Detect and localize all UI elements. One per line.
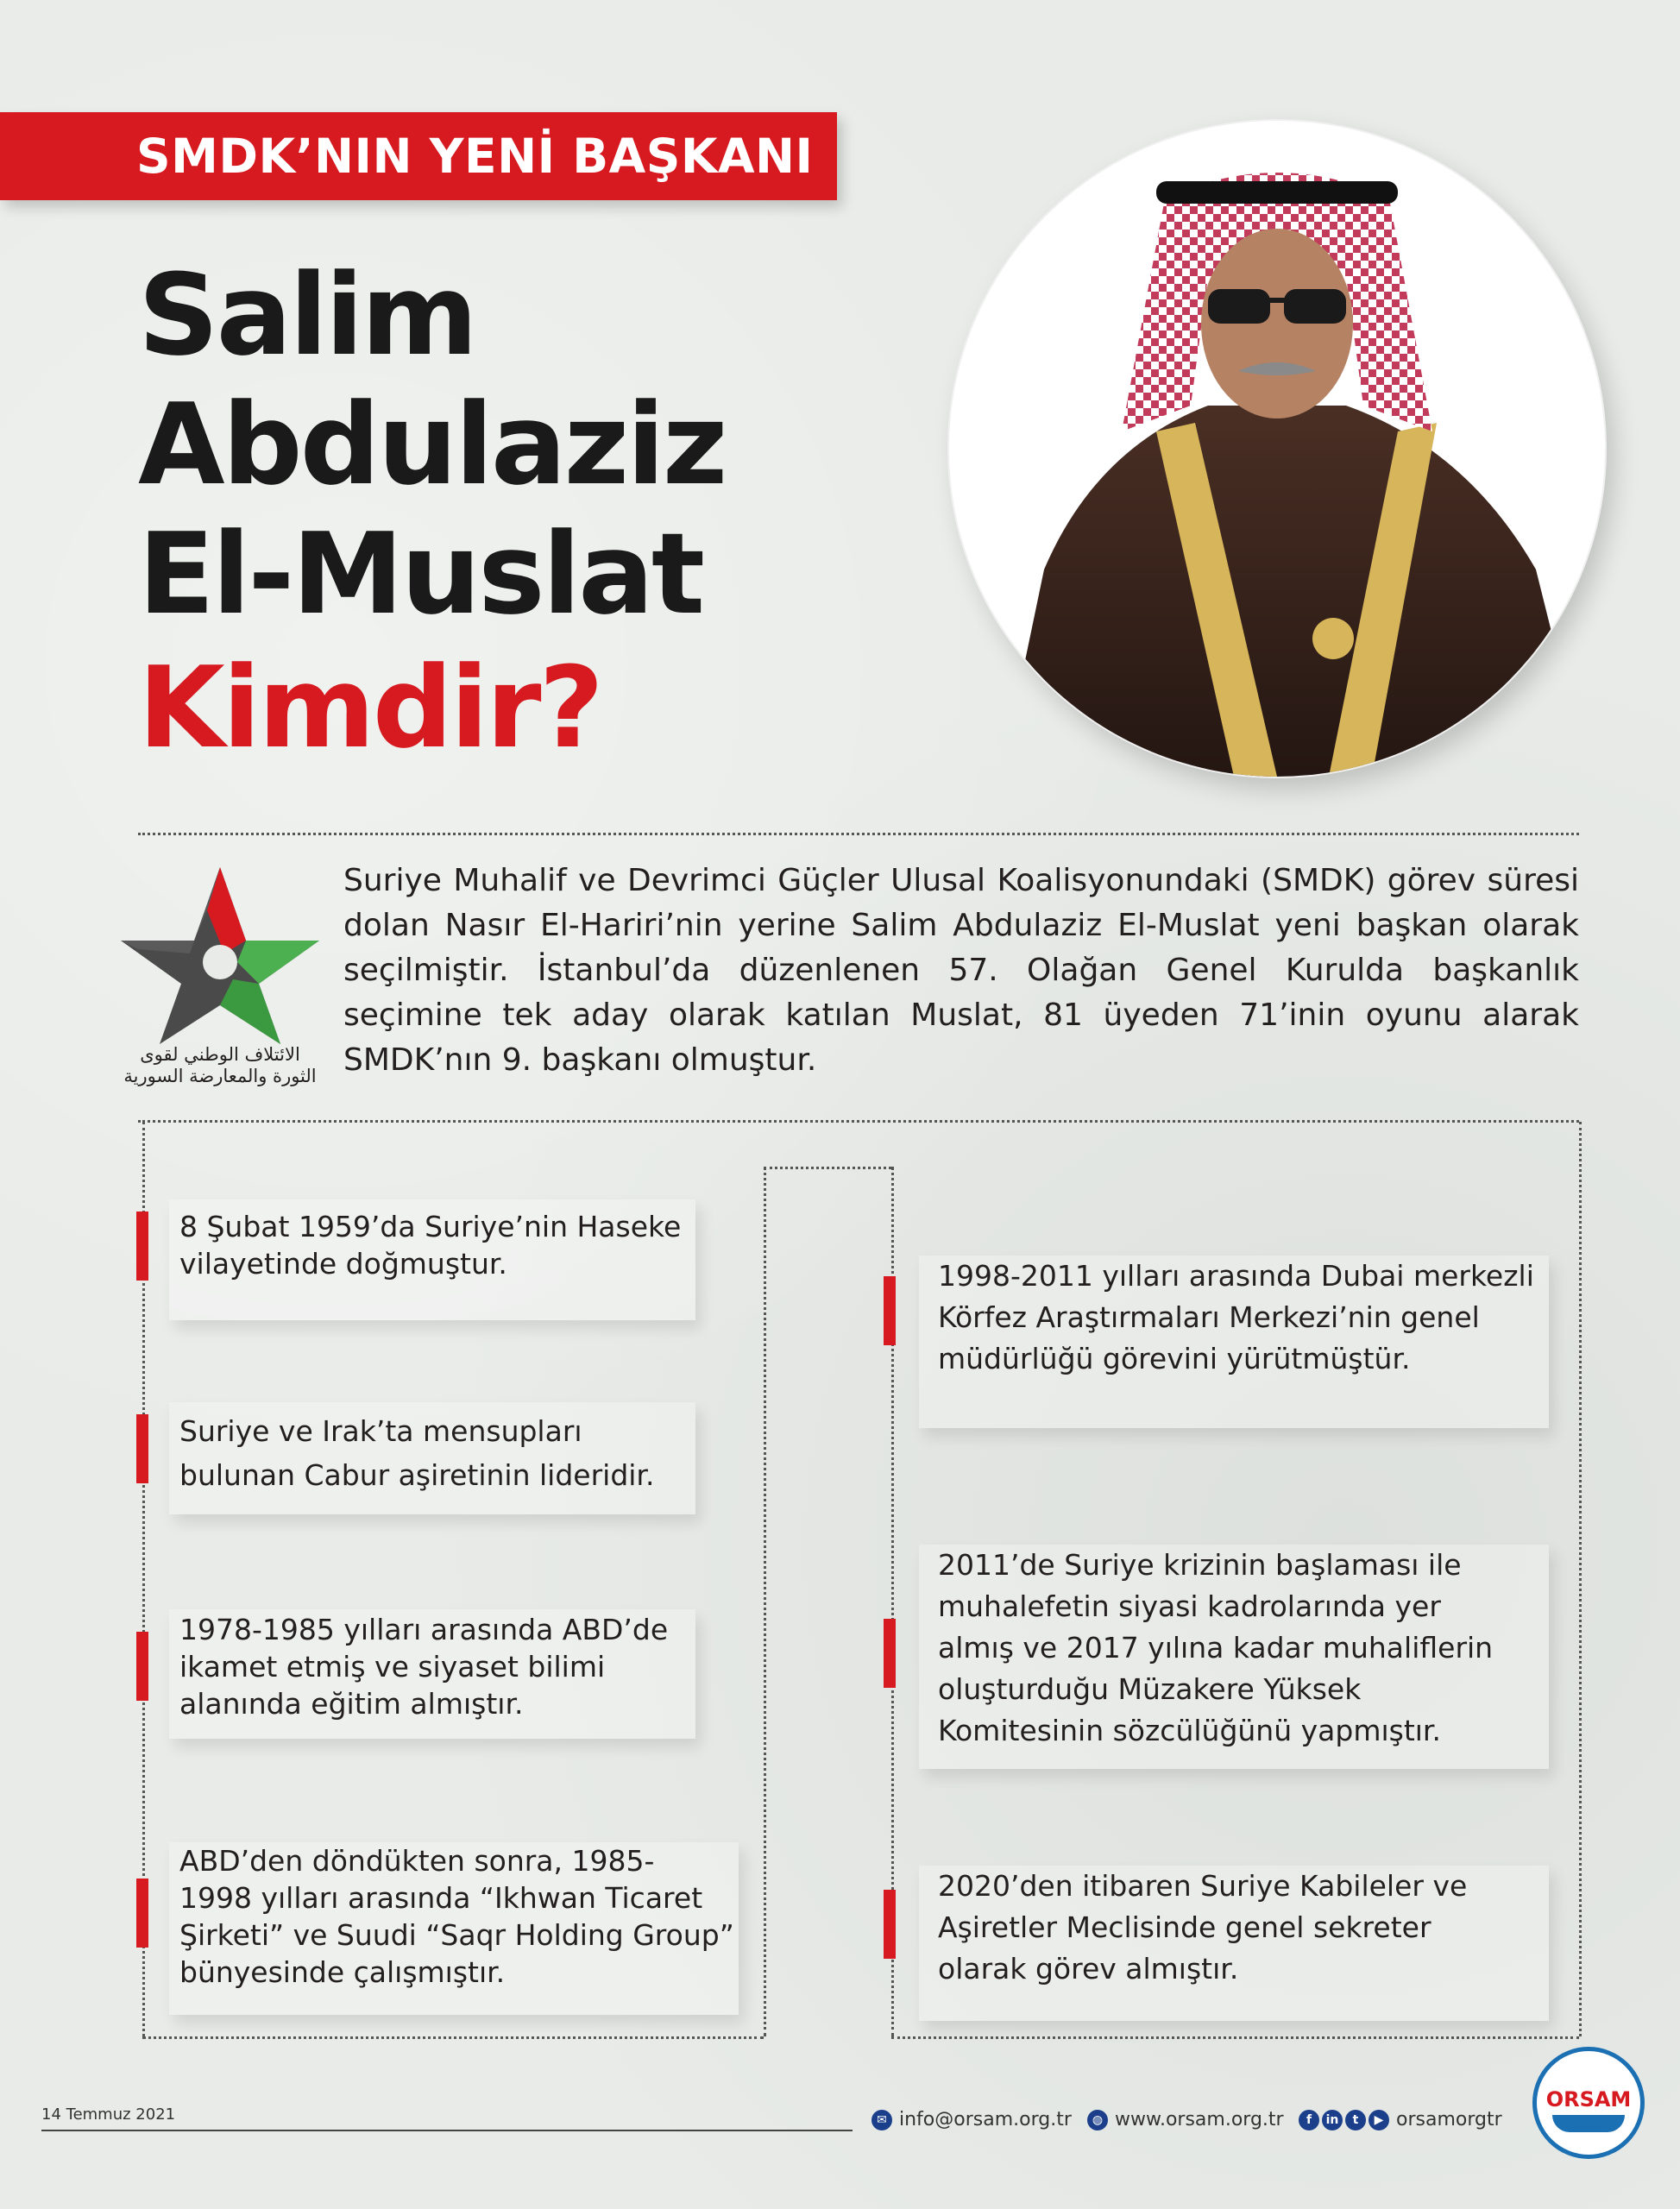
title-banner: [0, 112, 837, 200]
youtube-icon[interactable]: ▶: [1369, 2110, 1389, 2130]
right-column-border-right: [1579, 1122, 1582, 2036]
footer-date: 14 Temmuz 2021: [41, 2105, 176, 2124]
fact-card-right-2: [919, 1545, 1549, 1769]
fact-card-left-3: [169, 1609, 695, 1739]
name-last: El-Muslat: [138, 508, 703, 639]
fact-marker: [884, 1890, 896, 1959]
portrait-illustration: [949, 121, 1605, 777]
orsam-logo-text: ORSAM: [1545, 2087, 1632, 2111]
name-first: Salim: [138, 249, 475, 381]
fact-card-right-3: [919, 1866, 1549, 2021]
fact-marker: [136, 1414, 148, 1483]
footer-social[interactable]: [1299, 2109, 1502, 2130]
twitter-icon[interactable]: t: [1345, 2110, 1366, 2130]
fact-marker: [884, 1619, 896, 1688]
right-column-border-bottom: [891, 2036, 1579, 2039]
fact-marker: [136, 1211, 148, 1281]
logo-arabic-line2: الثورة والمعارضة السورية: [123, 1066, 317, 1086]
fact-text: 2011’de Suriye krizinin başlaması ile muhalefetin siyasi kadrolarında yer almış ve 2017 yılına kadar muhaliflerin oluşturduğu Müzakere Yüksek Komitesinin sözcülüğünü yapmıştır.: [938, 1548, 1494, 1747]
banner-title: SMDK’NIN YENİ BAŞKANI: [136, 129, 814, 184]
footer-rule: [41, 2130, 853, 2131]
fact-card-left-4: [169, 1842, 739, 2015]
name-question: Kimdir?: [138, 642, 601, 773]
email-text[interactable]: info@orsam.org.tr: [899, 2109, 1072, 2130]
website-text[interactable]: www.orsam.org.tr: [1115, 2109, 1284, 2130]
logo-arabic-text: [121, 1044, 319, 1087]
orsam-logo: [1532, 2047, 1645, 2159]
footer-website[interactable]: [1087, 2109, 1284, 2130]
fact-card-right-1: [919, 1256, 1549, 1428]
intro-paragraph: Suriye Muhalif ve Devrimci Güçler Ulusal Koalisyonundaki (SMDK) görev süresi dolan Nasır El-Hariri’nin yerine Salim Abdulaziz El-Muslat yeni başkan olarak seçilmiştir. İstanbul’da düzenlenen 57. Olağan Genel Kurulda başkanlık seçimine tek aday olarak katılan Muslat, 81 üyeden 71’inin oyunu alarak SMDK’nın 9. başkanı olmuştur.: [343, 863, 1579, 1078]
fact-card-left-2: [169, 1402, 695, 1514]
fact-text: 8 Şubat 1959’da Suriye’nin Haseke vilayetinde doğmuştur.: [179, 1210, 682, 1281]
separator-middle: [138, 1120, 1579, 1123]
fact-marker: [884, 1276, 896, 1345]
orsam-logo-wave-icon: [1552, 2115, 1625, 2132]
social-handle[interactable]: orsamorgtr: [1396, 2109, 1502, 2130]
left-column-border-bottom: [142, 2036, 764, 2039]
globe-icon: ◍: [1087, 2110, 1108, 2130]
separator-top: [138, 833, 1579, 835]
fact-text: 1978-1985 yılları arasında ABD’de ikamet etmiş ve siyaset bilimi alanında eğitim almıştır.: [179, 1613, 669, 1721]
linkedin-icon[interactable]: in: [1322, 2110, 1343, 2130]
name-middle: Abdulaziz: [138, 379, 726, 510]
logo-arabic-line1: الائتلاف الوطني لقوى: [140, 1044, 300, 1065]
coalition-logo: [121, 859, 319, 1100]
left-column-border-right: [764, 1167, 766, 2036]
fact-text: 2020’den itibaren Suriye Kabileler ve Aşiretler Meclisinde genel sekreter olarak görev almıştır.: [938, 1869, 1468, 1986]
mail-icon: ✉: [871, 2110, 892, 2130]
fact-text: ABD’den döndükten sonra, 1985- 1998 yılları arasında “Ikhwan Ticaret Şirketi” ve Suudi “Saqr Holding Group” bünyesinde çalışmıştır.: [179, 1844, 734, 1989]
fact-marker: [136, 1879, 148, 1948]
portrait-photo: [949, 121, 1605, 777]
fact-marker: [136, 1632, 148, 1701]
star-logo-icon: [121, 859, 319, 1048]
column-connector: [764, 1167, 891, 1169]
footer-email[interactable]: [871, 2109, 1072, 2130]
fact-text: Suriye ve Irak’ta mensupları bulunan Cabur aşiretinin lideridir.: [179, 1414, 655, 1492]
fact-text: 1998-2011 yılları arasında Dubai merkezli Körfez Araştırmaları Merkezi’nin genel müdürlüğü görevini yürütmüştür.: [938, 1259, 1534, 1375]
fact-card-left-1: [169, 1199, 695, 1320]
facebook-icon[interactable]: f: [1299, 2110, 1319, 2130]
